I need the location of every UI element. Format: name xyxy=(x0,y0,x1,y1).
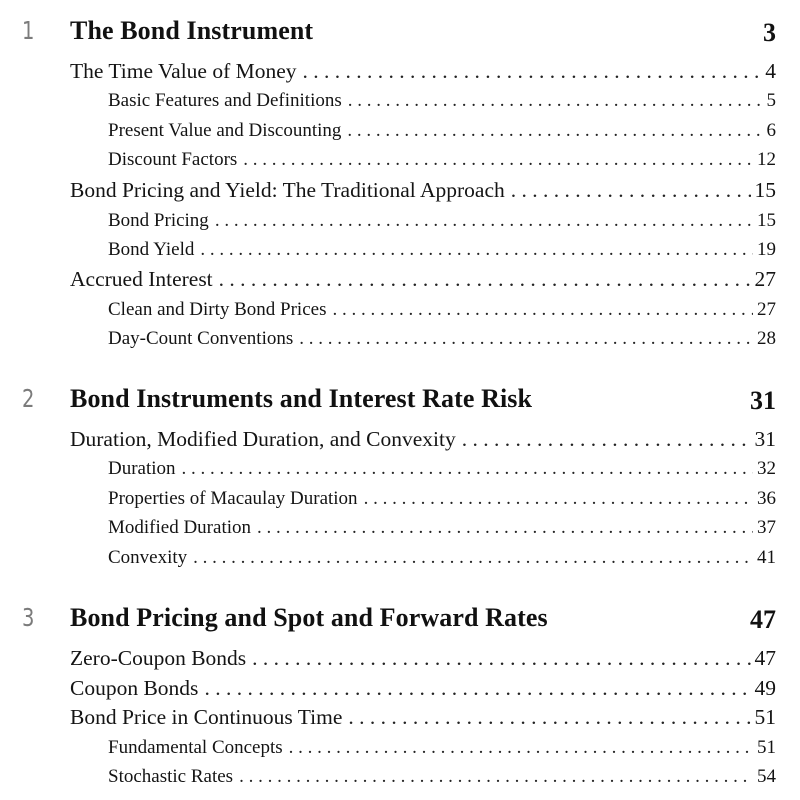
toc-entry[interactable] xyxy=(108,766,776,788)
entry-label: Basic Features and Definitions xyxy=(108,90,342,111)
dot-leader xyxy=(364,488,753,510)
dot-leader xyxy=(182,458,753,480)
toc-entry[interactable] xyxy=(108,149,776,171)
toc-entry[interactable] xyxy=(108,458,776,480)
entry-page: 36 xyxy=(757,488,776,509)
entry-label: Properties of Macaulay Duration xyxy=(108,488,358,509)
toc-entry[interactable] xyxy=(108,299,776,321)
toc-entry[interactable] xyxy=(70,705,776,730)
entry-page: 51 xyxy=(757,737,776,758)
dot-leader xyxy=(303,59,762,84)
dot-leader xyxy=(257,517,753,539)
entry-label: Discount Factors xyxy=(108,149,238,170)
dot-leader xyxy=(243,149,753,171)
entry-page: 47 xyxy=(754,646,776,670)
chapter-page: 47 xyxy=(750,605,776,634)
chapter-page: 31 xyxy=(750,386,776,415)
dot-leader xyxy=(193,547,753,569)
dot-leader xyxy=(219,267,751,292)
chapter-number: 3 xyxy=(22,603,35,632)
entry-label: Fundamental Concepts xyxy=(108,737,283,758)
toc-entry[interactable] xyxy=(108,120,776,142)
toc-entry[interactable] xyxy=(70,59,776,84)
entry-label: Clean and Dirty Bond Prices xyxy=(108,299,327,320)
entry-label: Duration xyxy=(108,458,176,479)
entry-label: Zero-Coupon Bonds xyxy=(70,646,247,670)
entry-page: 19 xyxy=(757,239,776,260)
entry-page: 41 xyxy=(757,547,776,568)
entry-label: Stochastic Rates xyxy=(108,766,234,787)
entry-page: 5 xyxy=(766,90,776,111)
entry-label: Bond Pricing xyxy=(108,210,209,231)
dot-leader xyxy=(200,239,753,261)
entry-page: 15 xyxy=(757,210,776,231)
toc-entry[interactable] xyxy=(108,488,776,510)
dot-leader xyxy=(348,705,750,730)
entry-page: 27 xyxy=(757,299,776,320)
entry-label: Accrued Interest xyxy=(70,267,213,291)
entry-page: 6 xyxy=(766,120,776,141)
entry-label: Day-Count Conventions xyxy=(108,328,294,349)
entry-page: 15 xyxy=(754,178,776,202)
dot-leader xyxy=(347,120,762,142)
entry-page: 54 xyxy=(757,766,776,787)
toc-entry[interactable] xyxy=(108,737,776,759)
chapter-number: 1 xyxy=(22,16,35,45)
chapter-title: Bond Instruments and Interest Rate Risk xyxy=(70,384,533,413)
toc-entry[interactable] xyxy=(70,267,776,292)
entry-label: Bond Price in Continuous Time xyxy=(70,705,343,729)
chapter-page: 3 xyxy=(763,18,776,47)
dot-leader xyxy=(462,427,751,452)
entry-label: The Time Value of Money xyxy=(70,59,297,83)
toc-entry[interactable] xyxy=(108,328,776,350)
dot-leader xyxy=(204,676,750,701)
toc-entry[interactable] xyxy=(108,547,776,569)
chapter-1-heading xyxy=(0,14,800,54)
entry-page: 49 xyxy=(754,676,776,700)
chapter-title: Bond Pricing and Spot and Forward Rates xyxy=(70,603,548,632)
toc-entry[interactable] xyxy=(108,90,776,112)
toc-entry[interactable] xyxy=(108,210,776,232)
dot-leader xyxy=(252,646,750,671)
chapter-number: 2 xyxy=(22,384,35,413)
toc-entry[interactable] xyxy=(70,427,776,452)
toc-entry[interactable] xyxy=(70,646,776,671)
entry-page: 27 xyxy=(754,267,776,291)
dot-leader xyxy=(348,90,763,112)
toc-entry[interactable] xyxy=(108,517,776,539)
dot-leader xyxy=(511,178,751,203)
entry-page: 31 xyxy=(754,427,776,451)
toc-entry[interactable] xyxy=(108,239,776,261)
dot-leader xyxy=(299,328,753,350)
entry-label: Bond Pricing and Yield: The Traditional Approach xyxy=(70,178,505,202)
entry-label: Duration, Modified Duration, and Convexity xyxy=(70,427,456,451)
entry-page: 28 xyxy=(757,328,776,349)
entry-label: Convexity xyxy=(108,547,188,568)
chapter-3-heading xyxy=(0,601,800,641)
dot-leader xyxy=(239,766,753,788)
entry-label: Present Value and Discounting xyxy=(108,120,342,141)
entry-page: 12 xyxy=(757,149,776,170)
chapter-2-heading xyxy=(0,382,800,422)
entry-page: 51 xyxy=(754,705,776,729)
toc-entry[interactable] xyxy=(70,178,776,203)
dot-leader xyxy=(332,299,753,321)
entry-page: 4 xyxy=(765,59,776,83)
dot-leader xyxy=(289,737,753,759)
dot-leader xyxy=(215,210,753,232)
toc-entry[interactable] xyxy=(70,676,776,701)
entry-page: 32 xyxy=(757,458,776,479)
entry-label: Modified Duration xyxy=(108,517,252,538)
entry-label: Coupon Bonds xyxy=(70,676,199,700)
entry-label: Bond Yield xyxy=(108,239,195,260)
chapter-title: The Bond Instrument xyxy=(70,16,314,45)
entry-page: 37 xyxy=(757,517,776,538)
